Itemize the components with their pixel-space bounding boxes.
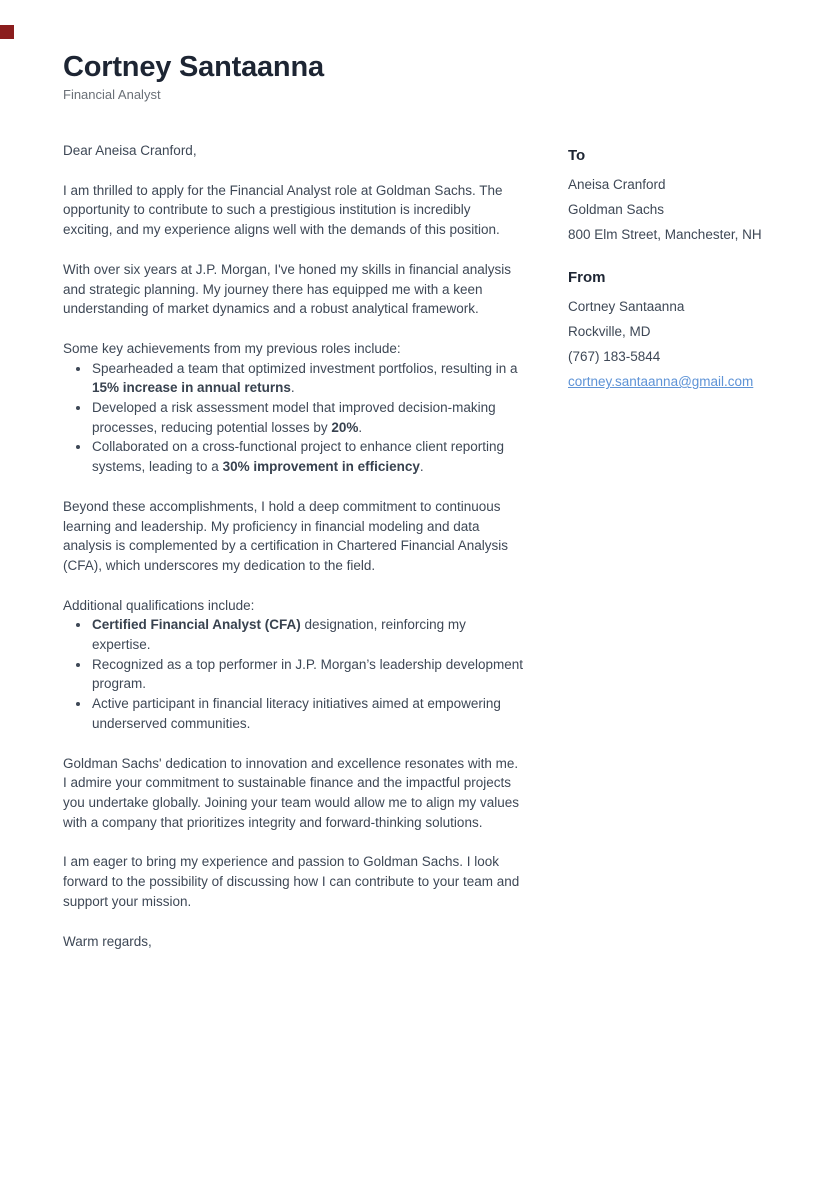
contact-sidebar xyxy=(568,146,783,391)
list-item xyxy=(91,655,523,694)
applicant-name: Cortney Santaanna xyxy=(63,51,324,83)
sender-name: Cortney Santaanna xyxy=(568,299,685,314)
paragraph-call-to-action: I am eager to bring my experience and passion to Goldman Sachs. I look forward to the possibility of discussing how I can contribute to your team and support your mission. xyxy=(63,854,520,909)
to-heading: To xyxy=(568,147,586,164)
recipient-name: Aneisa Cranford xyxy=(568,177,666,192)
list-item xyxy=(91,359,523,398)
from-heading: From xyxy=(568,269,606,286)
list-item-text: Collaborated on a cross-functional project to enhance client reporting systems, leading to a xyxy=(92,439,504,475)
sender-email-link[interactable]: cortney.santaanna@gmail.com xyxy=(568,374,754,389)
sender-phone: (767) 183-5844 xyxy=(568,349,661,364)
list-item-text: Active participant in financial literacy initiatives aimed at empowering underserved communities. xyxy=(92,696,501,731)
list-item-text: Spearheaded a team that optimized investment portfolios, resulting in a xyxy=(92,360,518,376)
list-item xyxy=(91,398,523,437)
list-item-bold: Certified Financial Analyst (CFA) xyxy=(92,617,301,633)
paragraph-commitment: Beyond these accomplishments, I hold a deep commitment to continuous learning and leadership. My proficiency in financial modeling and data analysis is complemented by a certification in Chartered Financial Analysis (CFA), which underscores my dedication to the field. xyxy=(63,498,508,573)
corner-marker xyxy=(0,25,14,39)
closing: Warm regards, xyxy=(63,933,152,949)
qualifications-list xyxy=(63,615,523,733)
sender-location: Rockville, MD xyxy=(568,324,651,339)
list-item-text: . xyxy=(358,419,363,435)
list-item xyxy=(91,694,523,733)
achievements-list xyxy=(63,359,523,477)
salutation: Dear Aneisa Cranford, xyxy=(63,143,197,158)
achievements-intro: Some key achievements from my previous roles include: xyxy=(63,340,401,356)
list-item-text: Developed a risk assessment model that improved decision-making processes, reducing potential losses by xyxy=(92,400,496,435)
paragraph-intro: I am thrilled to apply for the Financial Analyst role at Goldman Sachs. The opportunity to contribute to such a prestigious institution is incredibly exciting, and my experience aligns well with the demands of this position. xyxy=(63,182,503,238)
cover-letter-body xyxy=(63,141,523,971)
list-item-text: designation, reinforcing my expertise. xyxy=(92,617,466,653)
recipient-section xyxy=(568,146,783,243)
sender-section xyxy=(568,268,783,391)
list-item-bold: 20% xyxy=(331,419,359,435)
list-item-bold: 15% increase in annual returns xyxy=(92,380,291,396)
job-title: Financial Analyst xyxy=(63,86,161,102)
recipient-company: Goldman Sachs xyxy=(568,202,665,217)
list-item-bold: 30% improvement in efficiency xyxy=(222,459,420,475)
list-item-text: . xyxy=(290,380,295,396)
list-item-text: Recognized as a top performer in J.P. Morgan’s leadership development program. xyxy=(92,656,523,692)
paragraph-company-praise: Goldman Sachs' dedication to innovation and excellence resonates with me. I admire your commitment to sustainable finance and the impactful projects you undertake globally. Joining your team would allow me to align my values with a company that prioritizes integrity and forward-thinking solutions. xyxy=(63,755,519,830)
paragraph-experience: With over six years at J.P. Morgan, I've honed my skills in financial analysis and strategic planning. My journey there has equipped me with a keen understanding of market dynamics and a robust analytical framework. xyxy=(63,261,512,317)
list-item-text: . xyxy=(419,459,424,475)
document-header xyxy=(63,50,583,104)
list-item xyxy=(91,437,523,476)
list-item xyxy=(91,615,523,654)
qualifications-intro: Additional qualifications include: xyxy=(63,597,255,613)
recipient-address: 800 Elm Street, Manchester, NH xyxy=(568,227,762,242)
